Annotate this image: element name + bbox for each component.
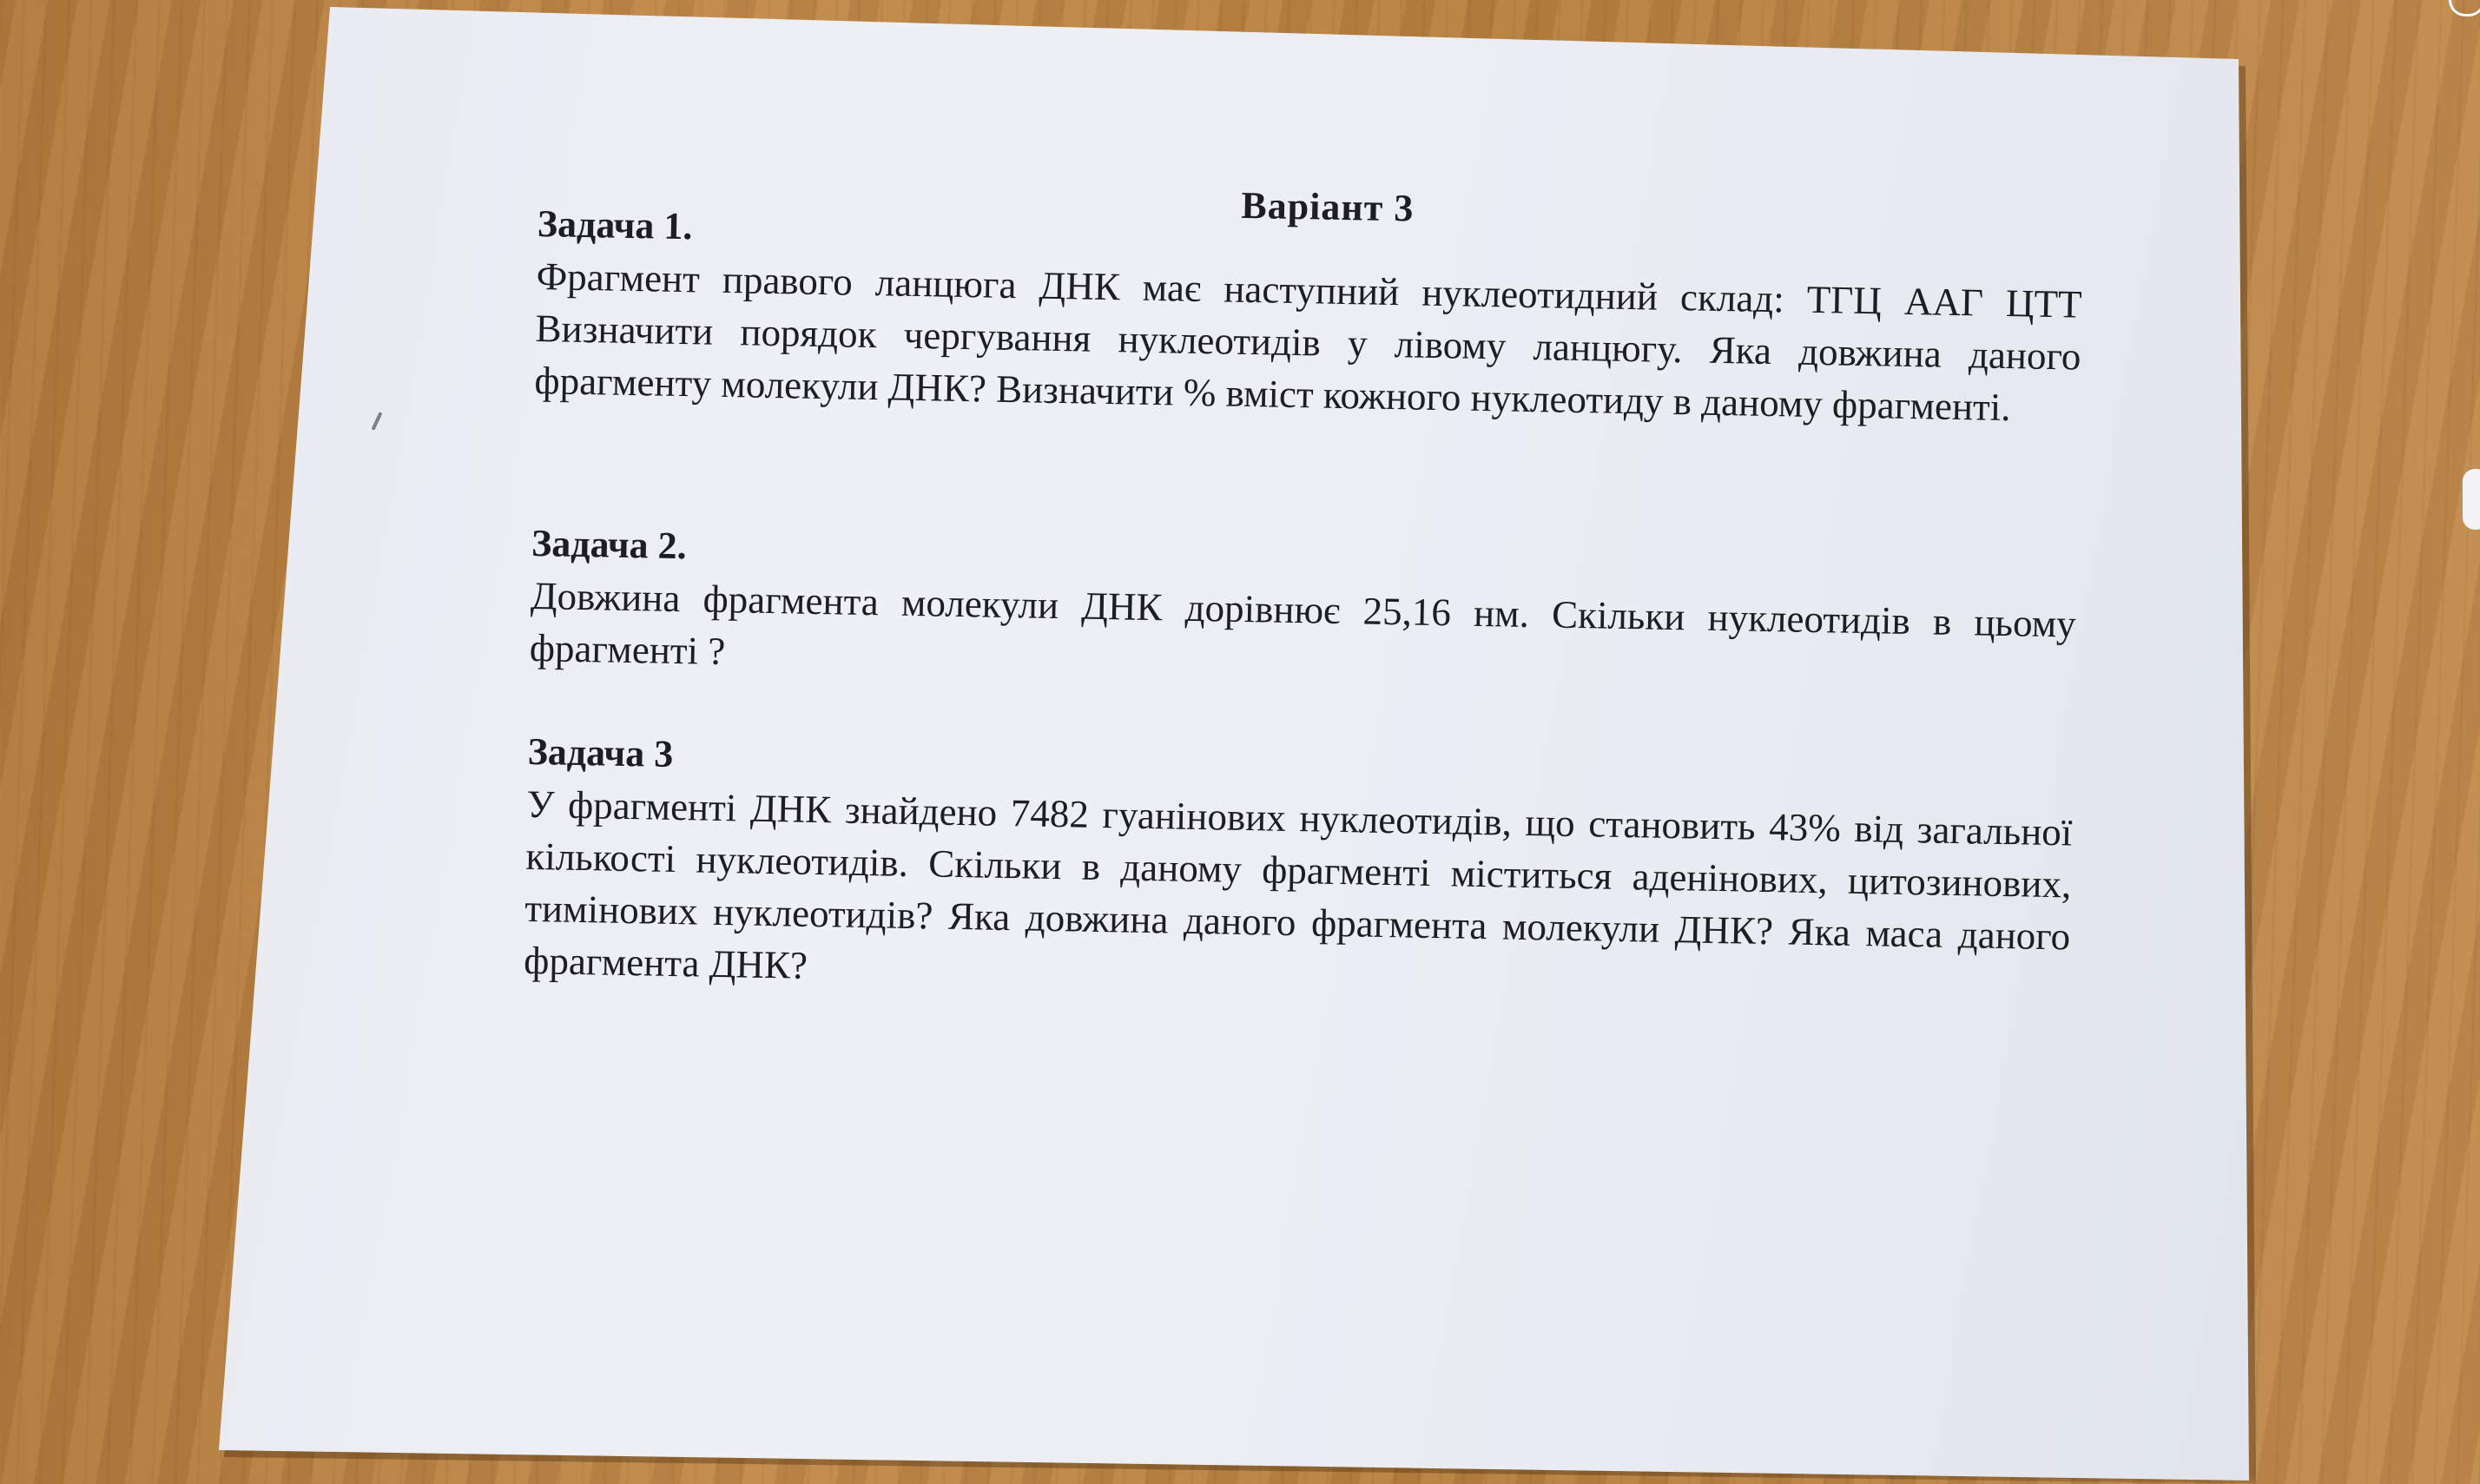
task-2 (529, 518, 2077, 702)
task-3 (524, 726, 2074, 1015)
task-1 (534, 198, 2083, 435)
corner-overlay-icon (2449, 0, 2480, 16)
variant-title: Варіант 3 (1240, 183, 1415, 230)
task-text: Фрагмент правого ланцюга ДНК має наступний нуклеотидний склад: ТГЦ ААГ ЦТТ Визначити порядок чергування нуклеотидів у лівому ланцюгу. Яка довжина даного фрагменту молекули ДНК? Визначити % вміст кожного нуклеотиду в даному фрагменті. (534, 254, 2082, 430)
task-text: У фрагменті ДНК знайдено 7482 гуанінових нуклеотидів, що становить 43% від загальної кількості нуклеотидів. Скільки в даному фрагменті міститься аденінових, цитозинових, тимінових нуклеотидів? Яка довжина даного фрагмента молекули ДНК? Яка маса даного фрагмента ДНК? (523, 782, 2073, 987)
edge-overlay (2463, 469, 2480, 530)
task-text: Довжина фрагмента молекули ДНК дорівнює 25,16 нм. Скільки нуклеотидів в цьому фрагменті ? (529, 573, 2077, 674)
task-heading: Задача 1. (537, 201, 693, 248)
task-heading: Задача 2. (531, 521, 688, 568)
task-heading: Задача 3 (527, 729, 674, 775)
